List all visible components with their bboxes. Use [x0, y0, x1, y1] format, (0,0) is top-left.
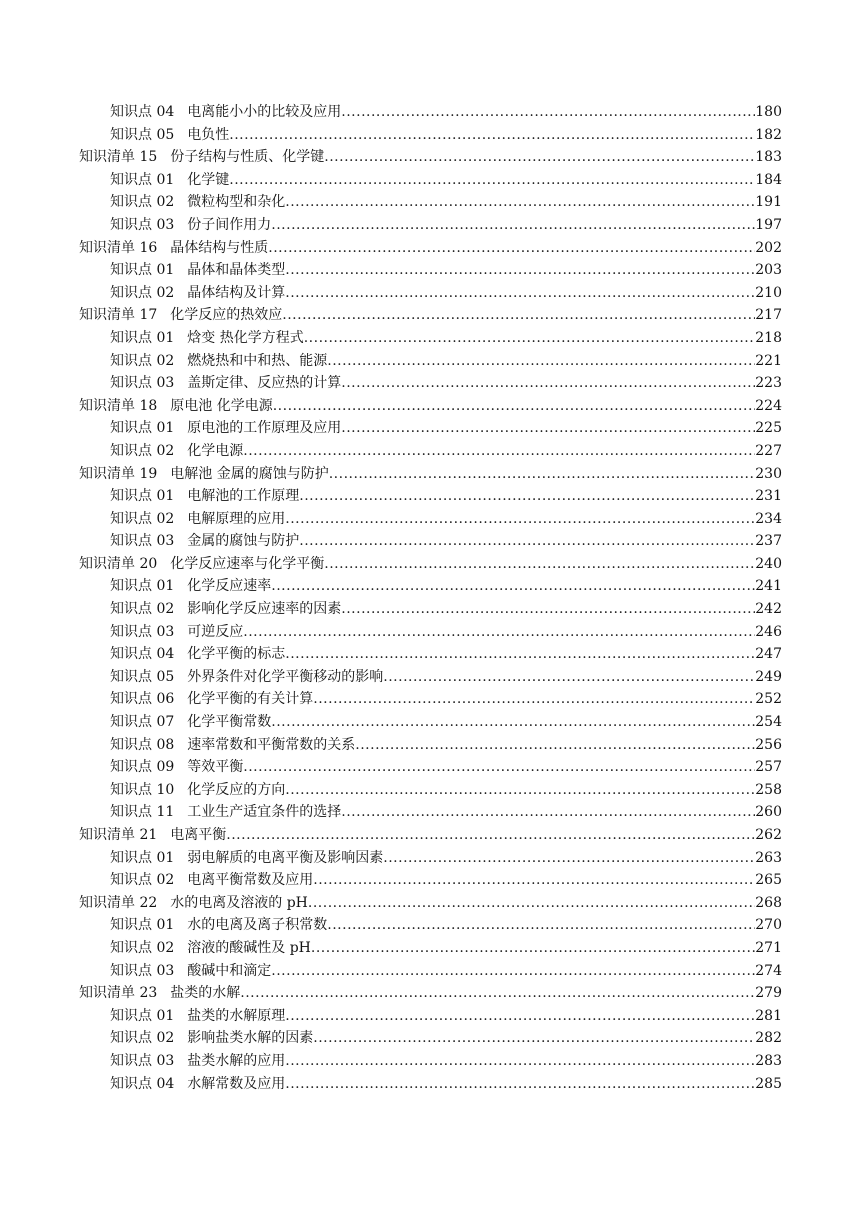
toc-entry-label: 知识点 02 — [110, 442, 175, 459]
toc-entry-label: 知识点 01 — [110, 488, 175, 505]
toc-dot-leader — [304, 327, 756, 350]
toc-entry-title: 化学反应速率与化学平衡 — [170, 555, 325, 572]
toc-dot-leader — [243, 440, 755, 463]
toc-entry-title: 晶体和晶体类型 — [187, 262, 286, 279]
toc-entry-label: 知识点 02 — [110, 1030, 175, 1047]
toc-entry-title: 盖斯定律、反应热的计算 — [187, 375, 342, 392]
toc-chapter-entry[interactable] — [79, 146, 782, 169]
toc-entry-page-number: 279 — [755, 985, 782, 1002]
toc-dot-leader — [313, 869, 755, 892]
toc-entry-page-number: 225 — [755, 420, 782, 437]
toc-dot-leader — [229, 169, 755, 192]
toc-entry-title: 盐类的水解 — [170, 985, 241, 1002]
toc-entry-label: 知识清单 20 — [79, 555, 158, 572]
toc-entry-page-number: 263 — [755, 849, 782, 866]
toc-entry-page-number: 203 — [755, 262, 782, 279]
toc-section-entry[interactable] — [79, 621, 782, 644]
toc-chapter-entry[interactable] — [79, 237, 782, 260]
toc-entry-label: 知识点 03 — [110, 1052, 175, 1069]
toc-entry-title: 溶液的酸碱性及 pH — [187, 939, 311, 956]
toc-dot-leader — [383, 666, 755, 689]
toc-dot-leader — [271, 575, 755, 598]
toc-dot-leader — [243, 756, 755, 779]
toc-entry-page-number: 249 — [755, 668, 782, 685]
toc-entry-label: 知识点 05 — [110, 126, 175, 143]
toc-chapter-entry[interactable] — [79, 824, 782, 847]
toc-entry-label: 知识点 03 — [110, 962, 175, 979]
toc-entry-label: 知识点 01 — [110, 1007, 175, 1024]
toc-section-entry[interactable] — [79, 372, 782, 395]
toc-entry-page-number: 281 — [755, 1007, 782, 1024]
toc-entry-title: 焓变 热化学方程式 — [187, 329, 304, 346]
toc-dot-leader — [282, 304, 755, 327]
toc-chapter-entry[interactable] — [79, 553, 782, 576]
toc-dot-leader — [285, 1073, 755, 1096]
toc-entry-page-number: 254 — [755, 714, 782, 731]
toc-entry-label: 知识清单 17 — [79, 307, 158, 324]
toc-section-entry[interactable] — [79, 417, 782, 440]
toc-dot-leader — [324, 146, 755, 169]
toc-entry-page-number: 231 — [755, 488, 782, 505]
toc-entry-label: 知识清单 21 — [79, 827, 158, 843]
toc-entry-page-number: 202 — [755, 239, 782, 256]
toc-entry-label: 知识点 07 — [110, 714, 175, 731]
toc-entry-label: 知识点 03 — [110, 375, 175, 392]
toc-entry-label: 知识点 01 — [110, 171, 175, 188]
toc-entry-page-number: 241 — [755, 578, 782, 595]
toc-section-entry[interactable] — [79, 124, 782, 147]
toc-dot-leader — [271, 214, 755, 237]
toc-section-entry[interactable] — [79, 960, 782, 983]
toc-dot-leader — [341, 101, 755, 124]
toc-dot-leader — [285, 643, 755, 666]
toc-entry-label: 知识点 01 — [110, 849, 175, 866]
toc-entry-label: 知识点 04 — [110, 646, 175, 663]
toc-entry-title: 份子结构与性质、化学键 — [170, 149, 325, 166]
toc-entry-label: 知识清单 16 — [79, 239, 158, 256]
toc-entry-page-number: 227 — [755, 442, 782, 459]
toc-section-entry[interactable] — [79, 259, 782, 282]
toc-entry-title: 化学反应速率 — [187, 578, 272, 595]
toc-entry-page-number: 247 — [755, 646, 782, 663]
toc-section-entry[interactable] — [79, 1005, 782, 1028]
toc-entry-label: 知识点 01 — [110, 329, 175, 346]
toc-entry-title: 原电池的工作原理及应用 — [187, 420, 342, 437]
toc-section-entry[interactable] — [79, 734, 782, 757]
toc-section-entry[interactable] — [79, 688, 782, 711]
toc-entry-label: 知识点 02 — [110, 352, 175, 369]
toc-entry-label: 知识点 02 — [110, 284, 175, 301]
toc-section-entry[interactable] — [79, 847, 782, 870]
toc-dot-leader — [273, 395, 756, 418]
toc-entry-page-number: 256 — [755, 736, 782, 753]
toc-section-entry[interactable] — [79, 440, 782, 463]
toc-entry-page-number: 210 — [755, 284, 782, 301]
toc-entry-page-number: 274 — [755, 962, 782, 979]
toc-dot-leader — [341, 417, 755, 440]
toc-dot-leader — [285, 191, 755, 214]
toc-dot-leader — [285, 779, 755, 802]
toc-dot-leader — [329, 463, 756, 486]
toc-section-entry[interactable] — [79, 327, 782, 350]
toc-entry-title: 电解池 金属的腐蚀与防护 — [170, 465, 329, 482]
toc-entry-page-number: 223 — [755, 375, 782, 392]
toc-section-entry[interactable] — [79, 666, 782, 689]
toc-entry-title: 晶体结构及计算 — [187, 284, 286, 301]
toc-entry-title: 化学平衡的有关计算 — [187, 691, 314, 708]
toc-dot-leader — [355, 734, 755, 757]
toc-section-entry[interactable] — [79, 1050, 782, 1073]
toc-entry-page-number: 282 — [755, 1030, 782, 1047]
toc-section-entry[interactable] — [79, 756, 782, 779]
toc-entry-title: 化学键 — [187, 171, 230, 188]
toc-entry-title: 金属的腐蚀与防护 — [187, 533, 300, 550]
toc-entry-label: 知识清单 19 — [79, 465, 158, 482]
toc-entry-label: 知识点 01 — [110, 917, 175, 934]
toc-entry-title: 化学电源 — [187, 442, 244, 459]
toc-section-entry[interactable] — [79, 937, 782, 960]
toc-entry-title: 盐类的水解原理 — [187, 1007, 286, 1024]
toc-section-entry[interactable] — [79, 485, 782, 508]
toc-entry-title: 电离平衡 — [170, 827, 227, 843]
toc-dot-leader — [285, 1005, 755, 1028]
toc-entry-label: 知识点 06 — [110, 691, 175, 708]
toc-dot-leader — [341, 598, 755, 621]
toc-dot-leader — [383, 847, 755, 870]
toc-dot-leader — [341, 801, 755, 824]
toc-section-entry[interactable] — [79, 530, 782, 553]
toc-dot-leader — [285, 259, 755, 282]
toc-entry-label: 知识点 02 — [110, 510, 175, 527]
toc-dot-leader — [229, 124, 755, 147]
toc-entry-title: 化学反应的方向 — [187, 781, 286, 798]
toc-entry-page-number: 252 — [755, 691, 782, 708]
toc-entry-label: 知识点 04 — [110, 1075, 175, 1092]
toc-entry-title: 水的电离及溶液的 pH — [170, 894, 308, 911]
toc-entry-page-number: 268 — [755, 894, 782, 911]
toc-entry-title: 燃烧热和中和热、能源 — [187, 352, 328, 369]
toc-entry-label: 知识点 01 — [110, 262, 175, 279]
toc-dot-leader — [271, 960, 755, 983]
toc-section-entry[interactable] — [79, 869, 782, 892]
toc-entry-page-number: 180 — [755, 104, 782, 120]
toc-entry-page-number: 237 — [755, 533, 782, 550]
toc-entry-title: 影响盐类水解的因素 — [187, 1030, 314, 1047]
toc-section-entry[interactable] — [79, 214, 782, 237]
toc-entry-page-number: 242 — [755, 601, 782, 618]
toc-entry-title: 外界条件对化学平衡移动的影响 — [187, 668, 384, 685]
toc-entry-label: 知识点 01 — [110, 578, 175, 595]
toc-dot-leader — [313, 1027, 755, 1050]
toc-entry-title: 盐类水解的应用 — [187, 1052, 286, 1069]
toc-section-entry[interactable] — [79, 643, 782, 666]
toc-entry-title: 酸碱中和滴定 — [187, 962, 272, 979]
toc-entry-page-number: 240 — [755, 555, 782, 572]
toc-entry-page-number: 182 — [755, 126, 782, 143]
toc-entry-label: 知识点 02 — [110, 872, 175, 889]
toc-dot-leader — [324, 553, 755, 576]
toc-entry-title: 电解原理的应用 — [187, 510, 286, 527]
toc-entry-title: 弱电解质的电离平衡及影响因素 — [187, 849, 384, 866]
toc-entry-page-number: 260 — [755, 804, 782, 821]
toc-dot-leader — [299, 485, 755, 508]
toc-dot-leader — [271, 711, 755, 734]
toc-entry-page-number: 271 — [755, 939, 782, 956]
toc-entry-label: 知识点 02 — [110, 194, 175, 211]
toc-section-entry[interactable] — [79, 508, 782, 531]
toc-entry-label: 知识点 03 — [110, 623, 175, 640]
toc-entry-label: 知识清单 23 — [79, 985, 158, 1002]
toc-entry-title: 水的电离及离子积常数 — [187, 917, 328, 934]
toc-entry-title: 电离能小小的比较及应用 — [187, 104, 342, 120]
toc-dot-leader — [285, 1050, 755, 1073]
toc-dot-leader — [240, 982, 755, 1005]
toc-section-entry[interactable] — [79, 1073, 782, 1096]
toc-entry-title: 化学反应的热效应 — [170, 307, 283, 324]
toc-entry-title: 原电池 化学电源 — [170, 397, 273, 414]
toc-entry-label: 知识清单 22 — [79, 894, 158, 911]
toc-entry-page-number: 221 — [755, 352, 782, 369]
toc-entry-label: 知识点 02 — [110, 601, 175, 618]
toc-dot-leader — [285, 508, 755, 531]
toc-entry-page-number: 183 — [755, 149, 782, 166]
toc-entry-label: 知识点 11 — [110, 804, 175, 821]
toc-dot-leader — [268, 237, 755, 260]
toc-section-entry[interactable] — [79, 350, 782, 373]
toc-section-entry[interactable] — [79, 575, 782, 598]
toc-dot-leader — [243, 621, 755, 644]
toc-entry-label: 知识点 09 — [110, 759, 175, 776]
toc-section-entry[interactable] — [79, 598, 782, 621]
toc-entry-label: 知识点 04 — [110, 104, 175, 120]
toc-chapter-entry[interactable] — [79, 304, 782, 327]
toc-entry-label: 知识点 03 — [110, 216, 175, 233]
toc-entry-label: 知识点 10 — [110, 781, 175, 798]
toc-entry-title: 电负性 — [187, 126, 230, 143]
toc-dot-leader — [299, 530, 755, 553]
toc-entry-title: 可逆反应 — [187, 623, 244, 640]
toc-entry-title: 水解常数及应用 — [187, 1075, 286, 1092]
toc-entry-page-number: 265 — [755, 872, 782, 889]
toc-entry-title: 电解池的工作原理 — [187, 488, 300, 505]
toc-entry-page-number: 197 — [755, 216, 782, 233]
toc-entry-label: 知识点 02 — [110, 939, 175, 956]
toc-entry-page-number: 257 — [755, 759, 782, 776]
toc-entry-title: 微粒构型和杂化 — [187, 194, 286, 211]
toc-entry-page-number: 224 — [755, 397, 782, 414]
toc-entry-page-number: 285 — [755, 1075, 782, 1092]
toc-section-entry[interactable] — [79, 282, 782, 305]
toc-chapter-entry[interactable] — [79, 463, 782, 486]
toc-entry-label: 知识清单 18 — [79, 397, 158, 414]
toc-dot-leader — [285, 282, 755, 305]
toc-chapter-entry[interactable] — [79, 395, 782, 418]
toc-section-entry[interactable] — [79, 801, 782, 824]
toc-dot-leader — [341, 372, 755, 395]
toc-entry-title: 影响化学反应速率的因素 — [187, 601, 342, 618]
toc-entry-title: 等效平衡 — [187, 759, 244, 776]
toc-entry-label: 知识点 05 — [110, 668, 175, 685]
toc-dot-leader — [327, 350, 755, 373]
toc-entry-page-number: 218 — [755, 329, 782, 346]
toc-entry-page-number: 270 — [755, 917, 782, 934]
toc-entry-page-number: 246 — [755, 623, 782, 640]
toc-dot-leader — [308, 892, 755, 915]
toc-entry-label: 知识清单 15 — [79, 149, 158, 166]
toc-entry-page-number: 234 — [755, 510, 782, 527]
toc-entry-label: 知识点 01 — [110, 420, 175, 437]
toc-section-entry[interactable] — [79, 1027, 782, 1050]
toc-entry-label: 知识点 08 — [110, 736, 175, 753]
toc-section-entry[interactable] — [79, 914, 782, 937]
table-of-contents — [79, 101, 782, 1095]
toc-entry-title: 化学平衡的标志 — [187, 646, 286, 663]
toc-section-entry[interactable] — [79, 191, 782, 214]
toc-entry-page-number: 262 — [755, 827, 782, 843]
toc-entry-page-number: 191 — [755, 194, 782, 211]
toc-entry-title: 电离平衡常数及应用 — [187, 872, 314, 889]
toc-dot-leader — [327, 914, 755, 937]
toc-dot-leader — [313, 688, 755, 711]
toc-chapter-entry[interactable] — [79, 982, 782, 1005]
toc-entry-page-number: 184 — [755, 171, 782, 188]
toc-section-entry[interactable] — [79, 711, 782, 734]
toc-entry-title: 速率常数和平衡常数的关系 — [187, 736, 356, 753]
toc-dot-leader — [226, 824, 755, 847]
toc-entry-title: 工业生产适宜条件的选择 — [187, 804, 342, 821]
toc-entry-label: 知识点 03 — [110, 533, 175, 550]
toc-section-entry[interactable] — [79, 101, 782, 124]
toc-entry-page-number: 258 — [755, 781, 782, 798]
toc-entry-page-number: 217 — [755, 307, 782, 324]
toc-entry-page-number: 230 — [755, 465, 782, 482]
toc-section-entry[interactable] — [79, 779, 782, 802]
toc-entry-title: 份子间作用力 — [187, 216, 272, 233]
toc-section-entry[interactable] — [79, 169, 782, 192]
toc-entry-title: 晶体结构与性质 — [170, 239, 269, 256]
toc-chapter-entry[interactable] — [79, 892, 782, 915]
toc-dot-leader — [311, 937, 755, 960]
toc-entry-title: 化学平衡常数 — [187, 714, 272, 731]
toc-entry-page-number: 283 — [755, 1052, 782, 1069]
